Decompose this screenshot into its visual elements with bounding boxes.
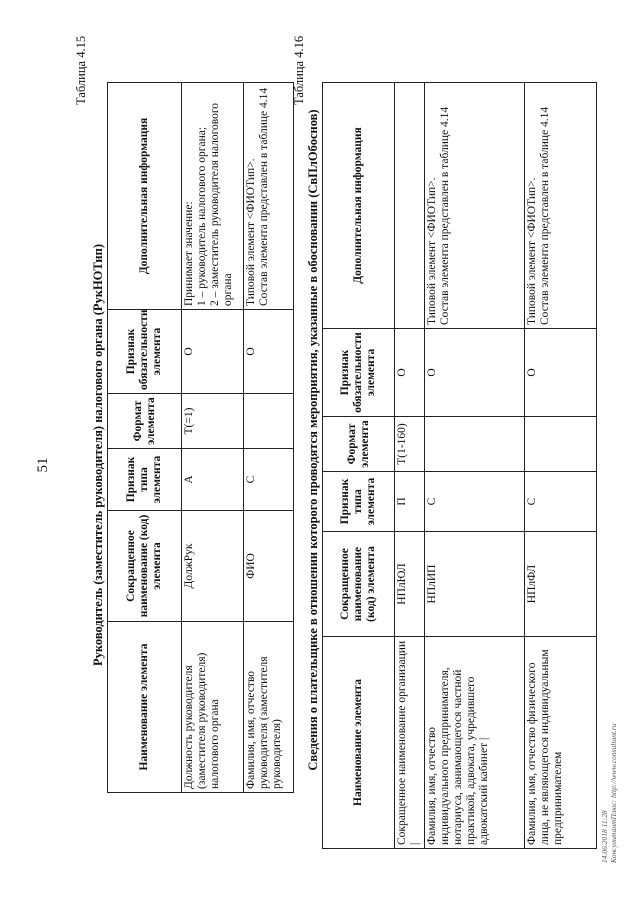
header-required: Признак обязательности элемента: [108, 310, 182, 394]
footer-date: 14.06.2018 11:28: [600, 810, 609, 863]
cell-name: Должность руководителя (заместителя руководителя) налогового органа: [182, 622, 244, 793]
cell-code: НПлИП: [425, 532, 525, 637]
cell-required: О: [395, 329, 425, 417]
table-row: [395, 83, 425, 849]
cell-type: А: [182, 449, 244, 511]
header-info: Дополнительная информация: [108, 83, 182, 310]
header-required: Признак обязательности элемента: [323, 329, 395, 417]
cell-info: [395, 83, 425, 329]
header-name: Наименование элемента: [108, 622, 182, 793]
cell-format: [244, 394, 294, 449]
cell-name: Фамилия, имя, отчество индивидуального предпринимателя, нотариуса, занимающегося частной практикой, адвоката, учредившего адвокатский кабинет |: [425, 637, 525, 849]
cell-info: Типовой элемент <ФИОТип>. Состав элемента представлен в таблице 4.14: [244, 83, 294, 310]
header-info: Дополнительная информация: [323, 83, 395, 329]
table-row: [525, 83, 597, 849]
table-header-row: [323, 83, 395, 849]
footer-stamp: [600, 663, 618, 863]
cell-code: НПлФЛ: [525, 532, 597, 637]
header-type: Признак типа элемента: [108, 449, 182, 511]
cell-required: О: [525, 329, 597, 417]
cell-format: [525, 417, 597, 472]
cell-name: Сокращенное наименование организации |: [395, 637, 425, 849]
table-header-row: [108, 83, 182, 793]
table-4-15-title: Руководитель (заместитель руководителя) налогового органа (РукНОТип): [91, 244, 105, 666]
cell-type: С: [244, 449, 294, 511]
cell-info: Принимает значение: 1 – руководитель налогового органа; 2 – заместитель руководителя налогового органа: [182, 83, 244, 310]
header-name: Наименование элемента: [323, 637, 395, 849]
table-4-16: [322, 82, 597, 849]
cell-required: О: [244, 310, 294, 394]
cell-required: О: [425, 329, 525, 417]
page-number: 51: [35, 457, 51, 473]
cell-type: П: [395, 472, 425, 532]
cell-type: С: [525, 472, 597, 532]
cell-code: НПлЮЛ: [395, 532, 425, 637]
table-row: [182, 83, 244, 793]
cell-format: [425, 417, 525, 472]
cell-format: T(=1): [182, 394, 244, 449]
header-format: Формат элемента: [108, 394, 182, 449]
header-type: Признак типа элемента: [323, 472, 395, 532]
table-row: [425, 83, 525, 849]
cell-info: Типовой элемент <ФИОТип>. Состав элемента представлен в таблице 4.14: [425, 83, 525, 329]
cell-name: Фамилия, имя, отчество руководителя (заместителя руководителя): [244, 622, 294, 793]
header-code: Сокращенное наименование (код) элемента: [323, 532, 395, 637]
table-4-15-label: Таблица 4.15: [74, 35, 88, 105]
table-4-16-label: Таблица 4.16: [292, 35, 306, 105]
cell-info: Типовой элемент <ФИОТип>. Состав элемента представлен в таблице 4.14: [525, 83, 597, 329]
header-code: Сокращенное наименование (код) элемента: [108, 511, 182, 622]
cell-code: ДолжРук: [182, 511, 244, 622]
header-format: Формат элемента: [323, 417, 395, 472]
cell-format: T(1-160): [395, 417, 425, 472]
cell-name: Фамилия, имя, отчество физического лица, не являющегося индивидуальным предпринимателем: [525, 637, 597, 849]
table-4-15: [107, 82, 294, 793]
cell-code: ФИО: [244, 511, 294, 622]
cell-required: О: [182, 310, 244, 394]
cell-type: С: [425, 472, 525, 532]
table-row: [244, 83, 294, 793]
footer-source: КонсультантПлюс: http://www.consultant.ru: [609, 723, 618, 863]
table-4-16-title: Сведения о плательщике в отношении которого проводятся мероприятия, указанные в обосновании (СвПлОбоснов): [306, 109, 320, 771]
